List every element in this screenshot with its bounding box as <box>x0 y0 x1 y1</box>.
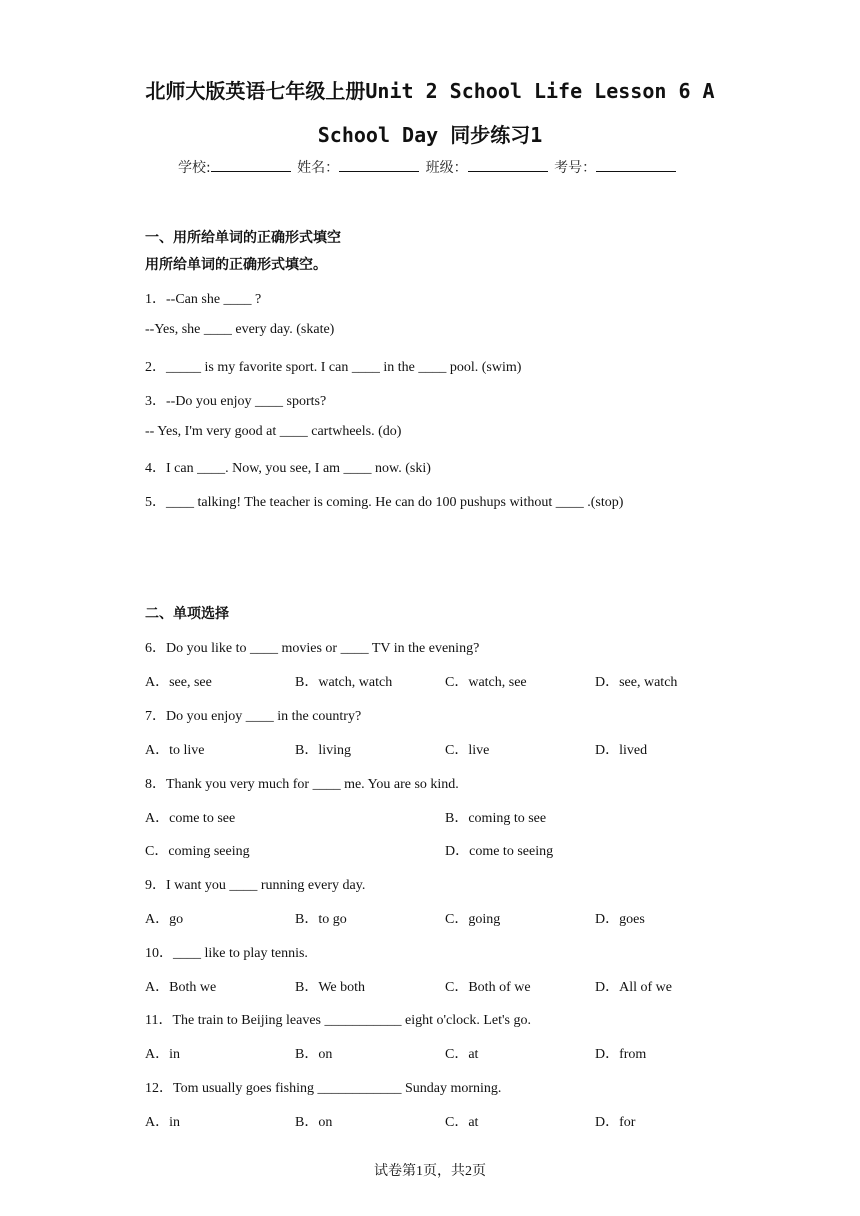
exam-no-blank[interactable] <box>596 158 676 172</box>
option-b[interactable]: B．living <box>295 743 352 758</box>
class-blank[interactable] <box>468 158 548 172</box>
question-stem: 11．The train to Beijing leaves ___________ eight o'clock. Let's go. <box>145 1013 531 1028</box>
question-stem: 9．I want you ____ running every day. <box>145 878 366 893</box>
question-line: 4．I can ____. Now, you see, I am ____ now. (ski) <box>145 461 431 476</box>
option-c[interactable]: C．live <box>445 743 490 758</box>
section1-instruction: 用所给单词的正确形式填空。 <box>145 257 327 273</box>
section1-heading: 一、用所给单词的正确形式填空 <box>145 230 341 246</box>
name-blank[interactable] <box>339 158 419 172</box>
option-a[interactable]: A．in <box>145 1047 180 1062</box>
option-c[interactable]: C．at <box>445 1047 479 1062</box>
option-d[interactable]: D．from <box>595 1047 647 1062</box>
option-a[interactable]: A．go <box>145 912 184 927</box>
option-d[interactable]: D．for <box>595 1115 636 1130</box>
option-b[interactable]: B．coming to see <box>445 811 547 826</box>
exam-no-label: 考号： <box>554 160 597 176</box>
question-stem: 7．Do you enjoy ____ in the country? <box>145 709 362 724</box>
class-label: 班级： <box>425 160 468 176</box>
option-c[interactable]: C．at <box>445 1115 479 1130</box>
option-d[interactable]: D．see, watch <box>595 675 678 690</box>
option-d[interactable]: D．All of we <box>595 980 672 995</box>
option-b[interactable]: B．to go <box>295 912 347 927</box>
question-line: 2．_____ is my favorite sport. I can ____ in the ____ pool. (swim) <box>145 360 522 375</box>
option-c[interactable]: C．Both of we <box>445 980 531 995</box>
option-b[interactable]: B．We both <box>295 980 366 995</box>
document-title-line2: School Day 同步练习1 <box>317 123 543 147</box>
option-d[interactable]: D．come to seeing <box>445 844 554 859</box>
question-stem: 8．Thank you very much for ____ me. You are so kind. <box>145 777 459 792</box>
option-c[interactable]: C．watch, see <box>445 675 527 690</box>
question-line: -- Yes, I'm very good at ____ cartwheels. (do) <box>145 424 402 439</box>
question-line: --Yes, she ____ every day. (skate) <box>145 322 335 337</box>
option-b[interactable]: B．watch, watch <box>295 675 393 690</box>
page-footer: 试卷第1页，共2页 <box>374 1164 486 1179</box>
option-a[interactable]: A．come to see <box>145 811 236 826</box>
option-a[interactable]: A．Both we <box>145 980 217 995</box>
document-title-line1: 北师大版英语七年级上册Unit 2 School Life Lesson 6 A <box>145 79 715 103</box>
question-stem: 10．____ like to play tennis. <box>145 946 308 961</box>
option-b[interactable]: B．on <box>295 1115 333 1130</box>
option-a[interactable]: A．see, see <box>145 675 212 690</box>
section2-heading: 二、单项选择 <box>145 606 229 622</box>
question-line: 5．____ talking! The teacher is coming. He can do 100 pushups without ____ .(stop) <box>145 495 624 510</box>
option-d[interactable]: D．goes <box>595 912 645 927</box>
option-d[interactable]: D．lived <box>595 743 648 758</box>
question-stem: 6．Do you like to ____ movies or ____ TV in the evening? <box>145 641 480 656</box>
question-line: 1．--Can she ____ ? <box>145 292 262 307</box>
question-stem: 12．Tom usually goes fishing ____________ Sunday morning. <box>145 1081 502 1096</box>
option-c[interactable]: C．coming seeing <box>145 844 250 859</box>
name-label: 姓名： <box>297 160 340 176</box>
option-c[interactable]: C．going <box>445 912 501 927</box>
school-blank[interactable] <box>211 158 291 172</box>
school-label: 学校: <box>178 160 211 176</box>
option-a[interactable]: A．in <box>145 1115 180 1130</box>
student-info-row <box>178 157 678 177</box>
option-a[interactable]: A．to live <box>145 743 205 758</box>
option-b[interactable]: B．on <box>295 1047 333 1062</box>
question-line: 3．--Do you enjoy ____ sports? <box>145 394 327 409</box>
